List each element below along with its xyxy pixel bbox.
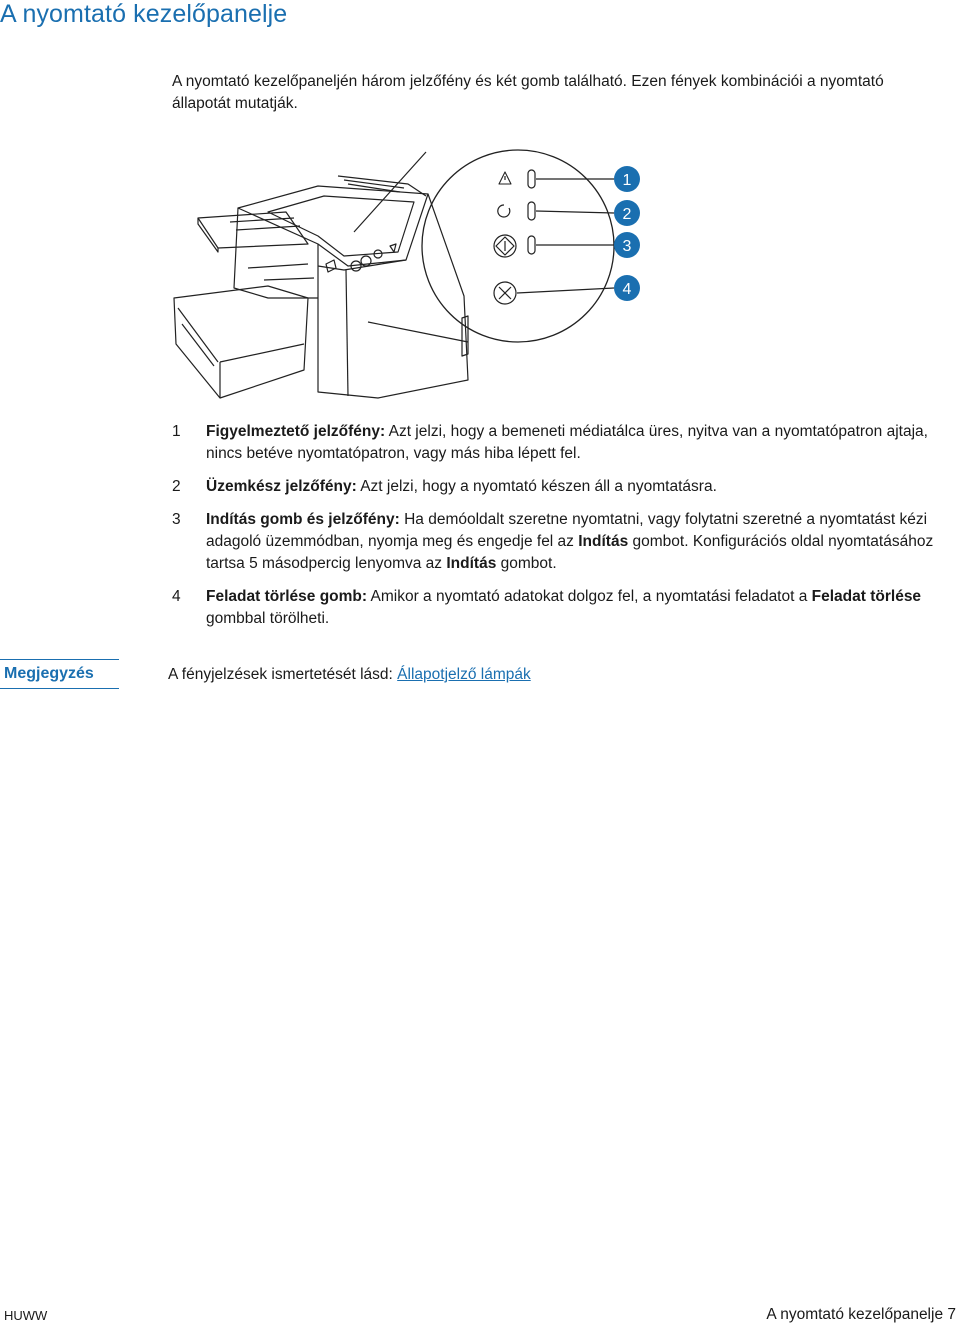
item-term: Figyelmeztető jelzőfény:: [206, 423, 386, 440]
item-emphasis: Feladat törlése: [811, 588, 922, 605]
list-item: [172, 421, 960, 465]
item-number: 1: [172, 423, 181, 440]
item-description: Azt jelzi, hogy a nyomtató készen áll a nyomtatásra.: [356, 478, 717, 495]
item-emphasis: Indítás: [446, 555, 497, 572]
item-description: Azt jelzi, hogy a bemeneti médiatálca üres, nyitva van a nyomtatópatron ajtaja, nincs betéve nyomtatópatron, vagy más hiba lépett fel.: [206, 423, 928, 462]
callout-badge-4: [614, 275, 640, 301]
callout-number-3: 3: [622, 238, 632, 255]
intro-paragraph: A nyomtató kezelőpaneljén három jelzőfény és két gomb található. Ezen fények kombinációi a nyomtató állapotát mutatják.: [172, 73, 884, 112]
printer-illustration: [174, 176, 468, 398]
item-description: Amikor a nyomtató adatokat dolgoz fel, a nyomtatási feladatot a: [367, 588, 812, 605]
item-description: gombot.: [496, 555, 557, 572]
note-text: [168, 665, 531, 685]
list-item: [172, 509, 960, 575]
callout-number-2: 2: [622, 206, 632, 223]
note-label: Megjegyzés: [0, 659, 119, 689]
item-description: gombbal törölheti.: [206, 610, 330, 627]
footer-page-label: A nyomtató kezelőpanelje 7: [766, 1306, 956, 1323]
status-lights-link[interactable]: Állapotjelző lámpák: [397, 666, 531, 683]
item-emphasis: Indítás: [578, 533, 629, 550]
control-panel-items-list: [172, 421, 960, 641]
page-title: A nyomtató kezelőpanelje: [0, 0, 288, 28]
footer-doc-code: HUWW: [4, 1308, 48, 1323]
list-item: [172, 476, 960, 498]
magnifier-callout: [354, 150, 614, 342]
list-item: [172, 586, 960, 630]
callout-badge-1: [614, 166, 640, 192]
callout-badge-2: [614, 200, 640, 226]
item-term: Indítás gomb és jelzőfény:: [206, 511, 400, 528]
item-number: 2: [172, 478, 181, 495]
printer-control-panel-figure: [168, 148, 668, 410]
callout-number-4: 4: [622, 281, 632, 298]
item-term: Üzemkész jelzőfény:: [206, 478, 357, 495]
item-term: Feladat törlése gomb:: [206, 588, 368, 605]
item-description: gombot. Konfigurációs oldal nyomtatásához tartsa 5 másodpercig lenyomva az: [206, 533, 934, 572]
callout-number-1: 1: [622, 172, 632, 189]
item-description: Ha demóoldalt szeretne nyomtatni, vagy folytatni szeretné a nyomtatást kézi adagoló üzemmódban, nyomja meg és engedje fel az: [206, 511, 928, 550]
note-body: A fényjelzések ismertetését lásd:: [168, 666, 398, 683]
callout-badge-3: [614, 232, 640, 258]
item-number: 4: [172, 588, 181, 605]
item-number: 3: [172, 511, 181, 528]
